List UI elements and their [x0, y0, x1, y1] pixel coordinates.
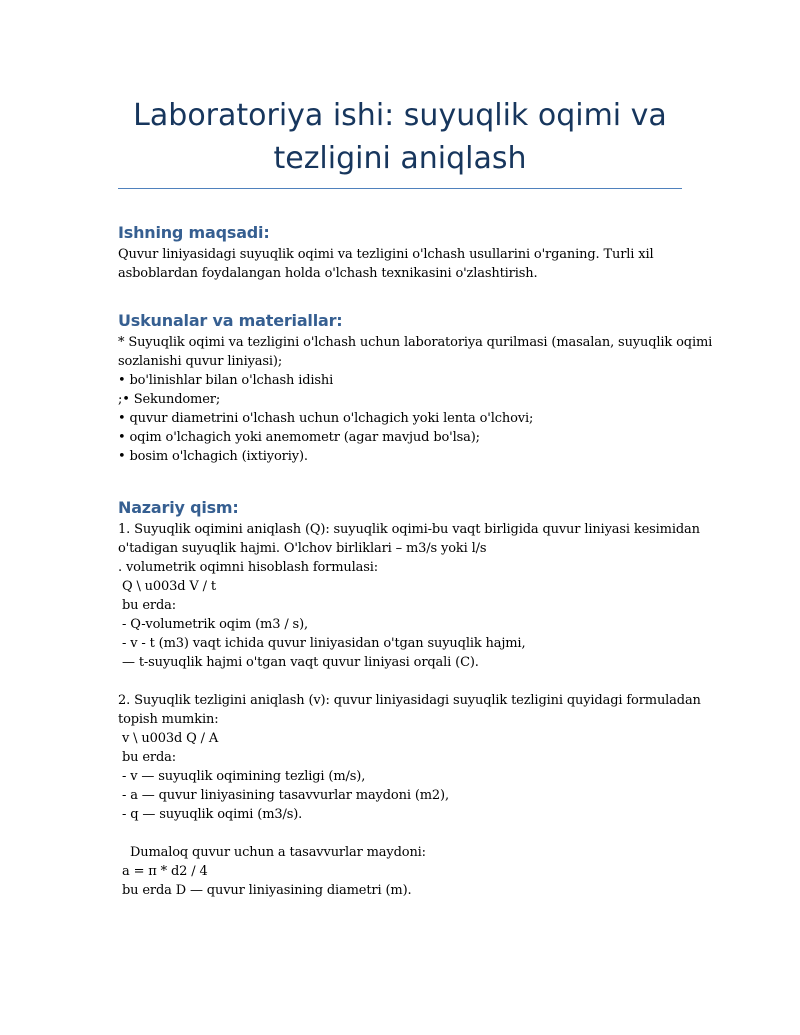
text-line: bu erda:	[118, 598, 176, 613]
text-line: bu erda D — quvur liniyasining diametri (m).	[118, 883, 412, 898]
section-equipment-body	[118, 333, 713, 466]
section-goal-body	[118, 245, 682, 283]
paragraph-spacer	[118, 672, 682, 691]
list-item: • quvur diametrini o'lchash uchun o'lchagich yoki lenta o'lchovi;	[118, 411, 534, 426]
section-goal	[118, 223, 682, 283]
text-line: sozlanishi quvur liniyasi);	[118, 354, 283, 369]
text-line: — t-suyuqlik hajmi o'tgan vaqt quvur liniyasi orqali (C).	[118, 655, 479, 670]
text-line: 1. Suyuqlik oqimini aniqlash (Q): suyuqlik oqimi-bu vaqt birligida quvur liniyasi kesimidan	[118, 522, 700, 537]
list-item: • oqim o'lchagich yoki anemometr (agar mavjud bo'lsa);	[118, 430, 480, 445]
section-equipment	[118, 311, 713, 466]
text-line: Quvur liniyasidagi suyuqlik oqimi va tezligini o'lchash usullarini o'rganing. Turli xil	[118, 247, 654, 262]
section-equipment-heading: Uskunalar va materiallar:	[118, 311, 343, 330]
list-item: ;• Sekundomer;	[118, 392, 221, 407]
section-goal-heading: Ishning maqsadi:	[118, 223, 270, 242]
text-line: Dumaloq quvur uchun a tasavvurlar maydoni:	[118, 845, 426, 860]
formula-line: v \ u003d Q / A	[118, 731, 219, 746]
paragraph-spacer	[118, 824, 682, 843]
text-line: - v — suyuqlik oqimining tezligi (m/s),	[118, 769, 366, 784]
section-theory-body	[118, 520, 701, 900]
text-line: - v - t (m3) vaqt ichida quvur liniyasidan o'tgan suyuqlik hajmi,	[118, 636, 526, 651]
document-title: Laboratoriya ishi: suyuqlik oqimi va tezligini aniqlash	[133, 98, 667, 176]
list-item: • bo'linishlar bilan o'lchash idishi	[118, 373, 334, 388]
text-line: - Q-volumetrik oqim (m3 / s),	[118, 617, 308, 632]
title-underline	[118, 188, 682, 189]
text-line: * Suyuqlik oqimi va tezligini o'lchash uchun laboratoriya qurilmasi (masalan, suyuqlik oqimi	[118, 335, 713, 350]
list-item: • bosim o'lchagich (ixtiyoriy).	[118, 449, 308, 464]
text-line: - a — quvur liniyasining tasavvurlar maydoni (m2),	[118, 788, 449, 803]
text-line: topish mumkin:	[118, 712, 219, 727]
text-line: bu erda:	[118, 750, 176, 765]
text-line: - q — suyuqlik oqimi (m3/s).	[118, 807, 303, 822]
text-line: . volumetrik oqimni hisoblash formulasi:	[118, 560, 378, 575]
formula-line: Q \ u003d V / t	[118, 579, 216, 594]
text-line: o'tadigan suyuqlik hajmi. O'lchov birliklari – m3/s yoki l/s	[118, 541, 487, 556]
section-theory	[118, 498, 701, 900]
text-line: 2. Suyuqlik tezligini aniqlash (v): quvur liniyasidagi suyuqlik tezligini quyidagi formuladan	[118, 693, 701, 708]
section-theory-heading: Nazariy qism:	[118, 498, 239, 517]
text-line: asboblardan foydalangan holda o'lchash texnikasini o'zlashtirish.	[118, 266, 538, 281]
formula-line: a = π * d2 / 4	[118, 864, 208, 879]
